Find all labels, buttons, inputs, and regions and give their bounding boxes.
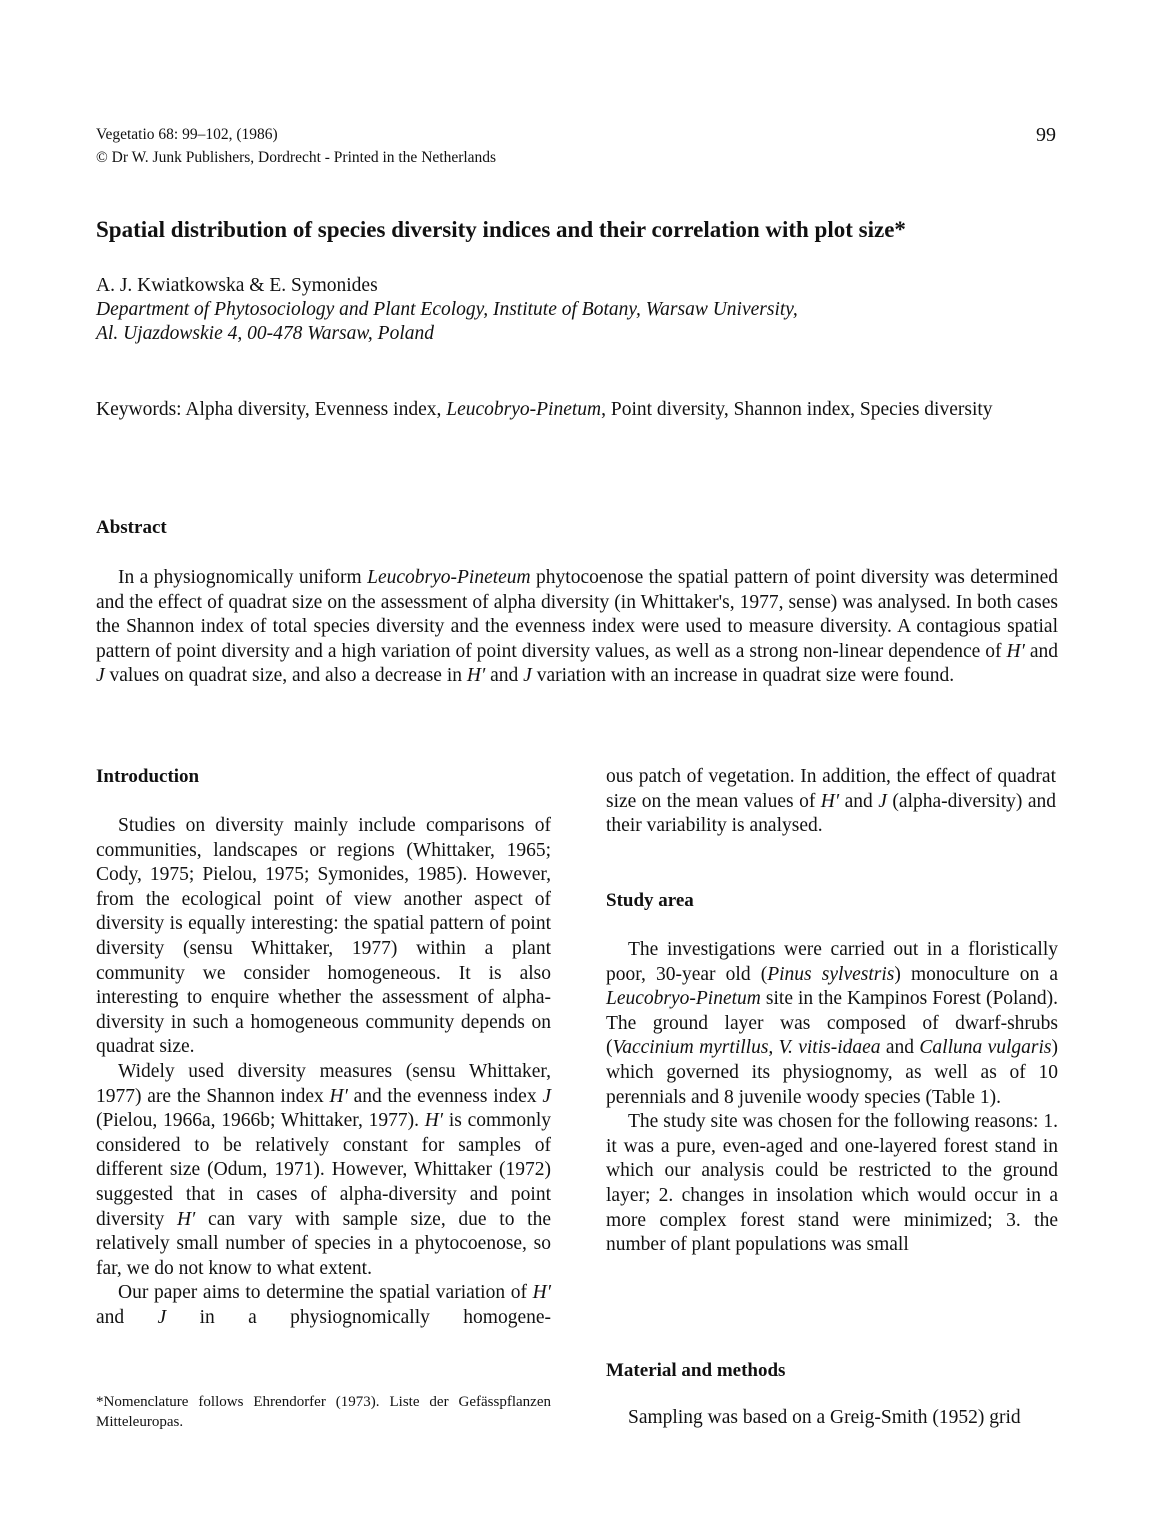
introduction-para-3: Our paper aims to determine the spatial variation of H′ and J in a physiognomically homogene- (96, 1282, 551, 1328)
authors: A. J. Kwiatkowska & E. Symonides (96, 275, 378, 296)
introduction-para-2: Widely used diversity measures (sensu Whittaker, 1977) are the Shannon index H′ and the evenness index J (Pielou, 1966a, 1966b; Whittaker, 1977). H′ is commonly considered to be relatively constant for samples of different size (Odum, 1971). However, Whittaker (1972) suggested that in cases of alpha-diversity and point diversity H′ can vary with sample size, due to the relatively small number of species in a phytocoenose, so far, we do not know to what extent. (96, 1060, 551, 1279)
keywords-italic-term: Leucobryo-Pinetum (446, 399, 602, 420)
methods-heading: Material and methods (606, 1360, 786, 1381)
methods-para-1: Sampling was based on a Greig-Smith (1952) grid (628, 1407, 1021, 1428)
study-area-body (606, 938, 1058, 1258)
page-number: 99 (1036, 124, 1056, 146)
keywords-suffix: , Point diversity, Shannon index, Species diversity (601, 399, 993, 420)
study-area-para-2: The study site was chosen for the following reasons: 1. it was a pure, even-aged and one-layered forest stand in which our analysis could be restricted to the ground layer; 2. changes in insolation which would occur in a more complex forest stand were minimized; 3. the number of plant populations was small (606, 1111, 1058, 1256)
footnote: *Nomenclature follows Ehrendorfer (1973). Liste der Gefässpflanzen Mitteleuropas. (96, 1394, 551, 1430)
journal-citation: Vegetatio 68: 99–102, (1986) (96, 126, 278, 143)
study-area-para-1: The investigations were carried out in a floristically poor, 30-year old (Pinus sylvestris) monoculture on a Leucobryo-Pinetum site in the Kampinos Forest (Poland). The ground layer was composed of dwarf-shrubs (Vaccinium myrtillus, V. vitis-idaea and Calluna vulgaris) which governed its physiognomy, as well as of 10 perennials and 8 juvenile woody species (Table 1). (606, 939, 1059, 1108)
introduction-body (96, 814, 551, 1330)
keywords-prefix: Keywords: Alpha diversity, Evenness index, (96, 399, 447, 420)
abstract-heading: Abstract (96, 517, 167, 538)
article-title: Spatial distribution of species diversity indices and their correlation with plot size* (96, 217, 906, 242)
introduction-para-1: Studies on diversity mainly include comparisons of communities, landscapes or regions (Whittaker, 1965; Cody, 1975; Pielou, 1975; Symonides, 1985). However, from the ecological point of view another aspect of diversity is equally interesting: the spatial pattern of point diversity (sensu Whittaker, 1977) within a plant community we consider homogeneous. It is also interesting to enquire whether the assessment of alpha-diversity in such a homogeneous community depends on quadrat size. (96, 815, 551, 1058)
affiliation-line-2: Al. Ujazdowskie 4, 00-478 Warsaw, Poland (96, 323, 435, 344)
introduction-heading: Introduction (96, 766, 200, 787)
study-area-heading: Study area (606, 890, 694, 911)
introduction-continuation: ous patch of vegetation. In addition, the effect of quadrat size on the mean values of H′ and J (alpha-diversity) and their variability is analysed. (606, 766, 1056, 837)
keywords (96, 398, 1056, 423)
affiliation-line-1: Department of Phytosociology and Plant Ecology, Institute of Botany, Warsaw University, (96, 299, 798, 320)
publisher-line: © Dr W. Junk Publishers, Dordrecht - Printed in the Netherlands (96, 149, 497, 166)
abstract-text: In a physiognomically uniform Leucobryo-Pineteum phytocoenose the spatial pattern of point diversity was determined and the effect of quadrat size on the assessment of alpha diversity (in Whittaker's, 1977, sense) was analysed. In both cases the Shannon index of total species diversity and the evenness index were used to measure diversity. A contagious spatial pattern of point diversity and a high variation of point diversity values, as well as a strong non-linear dependence of H′ and J values on quadrat size, and also a decrease in H′ and J variation with an increase in quadrat size were found. (96, 567, 1059, 687)
